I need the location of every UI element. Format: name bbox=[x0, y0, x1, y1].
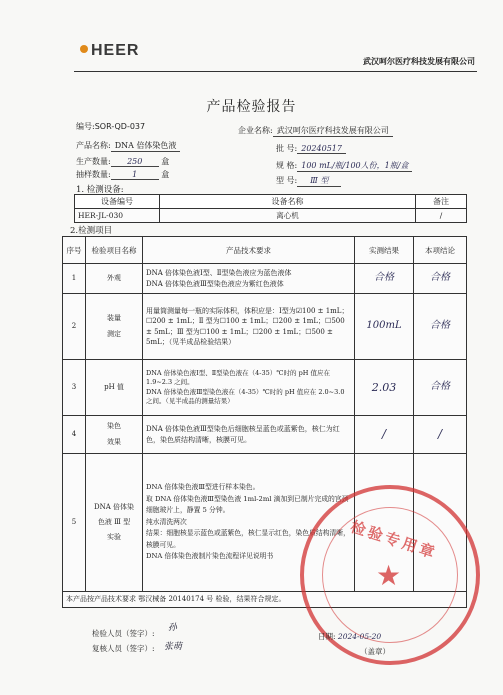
reviewer-label: 复核人员（签字）: bbox=[92, 644, 155, 653]
seal-label: （盖章） bbox=[360, 647, 390, 656]
row-item-name: 外观 bbox=[86, 264, 143, 294]
col-conclusion: 本项结论 bbox=[414, 237, 467, 264]
row-no: 3 bbox=[63, 360, 86, 416]
seal-star-icon: ★ bbox=[376, 559, 402, 592]
model: 型 号: Ⅲ 型 bbox=[276, 175, 341, 187]
equipment-code: HER-JL-030 bbox=[75, 209, 160, 223]
specification: 规 格: 100 mL/瓶/100人份，1瓶/盒 bbox=[276, 160, 412, 172]
batch-number: 批 号: 20240517 bbox=[276, 143, 346, 154]
row-item-name: 装量 测定 bbox=[86, 294, 143, 360]
equipment-note: / bbox=[416, 209, 467, 223]
row-requirement: DNA 倍体染色液Ⅰ型、Ⅱ型染色液应为蓝色液体 DNA 倍体染色液Ⅲ型染色液应为紫红色液体 bbox=[143, 264, 355, 294]
inspector-signature: 孙 bbox=[168, 623, 178, 633]
row-conclusion: / bbox=[414, 416, 467, 454]
doc-number: 编号:SOR-QD-037 bbox=[76, 122, 146, 131]
row-no: 5 bbox=[63, 454, 86, 592]
row-conclusion: 合格 bbox=[414, 360, 467, 416]
row-no: 1 bbox=[63, 264, 86, 294]
page-title: 产品检验报告 bbox=[206, 99, 297, 115]
logo-text: HEER bbox=[91, 42, 140, 59]
header-company: 武汉呵尔医疗科技发展有限公司 bbox=[363, 56, 475, 66]
header-rule bbox=[74, 71, 477, 72]
row-no: 2 bbox=[63, 294, 86, 360]
row-requirement: DNA 倍体染色液Ⅲ型染色后细胞核呈蓝色或蓝紫色，核仁为红色，染色质结构清晰，核膜可见。 bbox=[143, 416, 355, 454]
row-result: 合格 bbox=[355, 264, 414, 294]
row-conclusion: 合格 bbox=[414, 264, 467, 294]
row-item-name: 染色 效果 bbox=[86, 416, 143, 454]
table-row bbox=[63, 264, 467, 294]
col-equipment-note: 备注 bbox=[416, 195, 467, 209]
row-item-name: pH 值 bbox=[86, 360, 143, 416]
col-item-name: 检验项目名称 bbox=[86, 237, 143, 264]
col-equipment-code: 设备编号 bbox=[75, 195, 160, 209]
table-row bbox=[75, 209, 467, 223]
row-no: 4 bbox=[63, 416, 86, 454]
row-result: 2.03 bbox=[355, 360, 414, 416]
company-logo bbox=[80, 42, 139, 60]
date-field: 日期: 2024-05-20 bbox=[318, 632, 382, 641]
items-heading: 2.检测项目 bbox=[70, 226, 113, 236]
equipment-name: 离心机 bbox=[160, 209, 416, 223]
row-requirement: 用量筒测量每一瓶的实际体积，体积应是：Ⅰ型为☑100 ± 1mL；☐200 ± 1mL；Ⅱ 型为☐100 ± 1mL；☐200 ± 1mL；☐500 ± 5mL；Ⅲ 型为☐100 ± 1mL；☐200 ± 1mL；☐500 ± 5mL；（见半成品检验结果） bbox=[143, 294, 355, 360]
table-row bbox=[63, 360, 467, 416]
reviewer-signature: 张萌 bbox=[164, 642, 183, 652]
equipment-table bbox=[74, 194, 467, 223]
equipment-heading: 1. 检测设备: bbox=[76, 185, 124, 195]
col-equipment-name: 设备名称 bbox=[160, 195, 416, 209]
seal-text: 检验专用章 bbox=[348, 517, 440, 563]
sample-qty: 抽样数量: 1 盒 bbox=[76, 170, 170, 179]
col-requirement: 产品技术要求 bbox=[143, 237, 355, 264]
col-result: 实测结果 bbox=[355, 237, 414, 264]
inspector-label: 检验人员（签字）: bbox=[92, 629, 155, 638]
table-row bbox=[63, 294, 467, 360]
logo-mark-icon bbox=[80, 45, 88, 53]
row-requirement: DNA 倍体染色液Ⅲ型进行样本染色。 取 DNA 倍体染色液Ⅲ型染色液 1ml-2ml 滴加到已制片完成的宫颈细胞玻片上，静置 5 分钟。 纯水清洗两次 结果：细胞核显示蓝色或蓝紫色，核仁显示红色，染色质结构清晰，核膜可见。 DNA 倍体染色液制片染色流程详见说明书 bbox=[143, 454, 355, 592]
row-result: 100mL bbox=[355, 294, 414, 360]
production-qty: 生产数量: 250 盒 bbox=[76, 157, 170, 166]
table-row bbox=[63, 416, 467, 454]
product-name: 产品名称: DNA 倍体染色液 bbox=[76, 140, 180, 152]
row-item-name: DNA 倍体染 色液 Ⅲ 型 实验 bbox=[86, 454, 143, 592]
summary-text: 本产品按产品技术要求 鄂汉械备 20140174 号 检验，结果符合规定。 bbox=[63, 592, 467, 608]
row-result: / bbox=[355, 416, 414, 454]
col-no: 序号 bbox=[63, 237, 86, 264]
row-requirement: DNA 倍体染色液Ⅰ型、Ⅱ型染色液在（4-35）℃时的 pH 值应在 1.9~2.3 之间。 DNA 倍体染色液Ⅲ型染色液在（4-35）℃时的 pH 值应在 2.0~3.0 之间。（见半成品的测量结果） bbox=[143, 360, 355, 416]
row-conclusion: 合格 bbox=[414, 294, 467, 360]
enterprise-name: 企业名称: 武汉呵尔医疗科技发展有限公司 bbox=[238, 125, 393, 137]
